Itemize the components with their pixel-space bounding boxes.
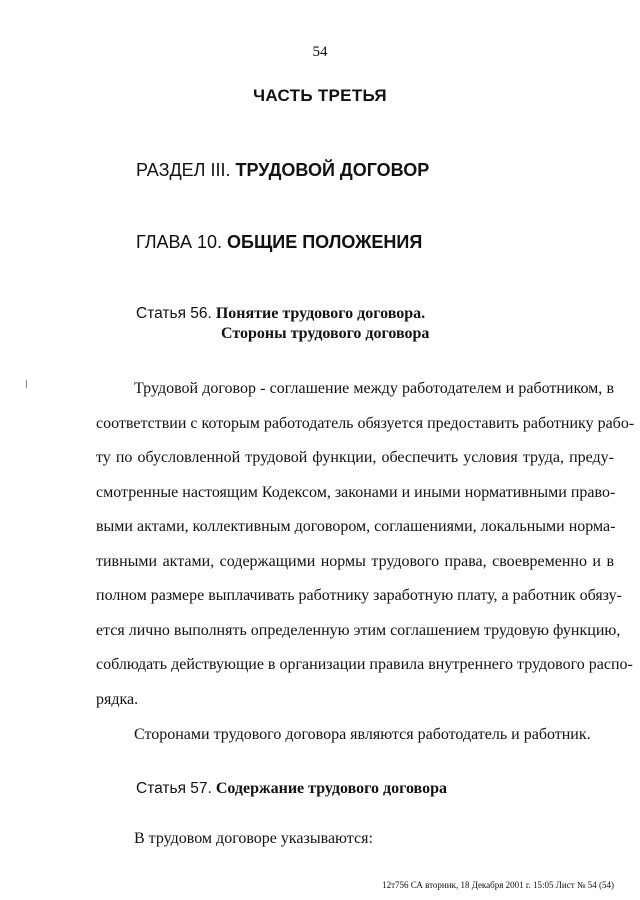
paragraph-line: рядка. [96, 690, 139, 708]
document-footer: 12т756 СА вторник, 18 Декабря 2001 г. 15:05 Лист № 54 (54) [382, 880, 614, 890]
article-57-title: Содержание трудового договора [215, 780, 447, 797]
page-number: 54 [312, 44, 328, 60]
paragraph-3: В трудовом договоре указываются: [134, 830, 373, 847]
paragraph-line: тивными актами, содержащими нормы трудового права, своевременно и в [96, 552, 614, 570]
chapter-title: ОБЩИЕ ПОЛОЖЕНИЯ [227, 232, 423, 252]
section-prefix: РАЗДЕЛ III. [136, 160, 231, 180]
section-title: ТРУДОВОЙ ДОГОВОР [235, 160, 430, 180]
paragraph-line: выми актами, коллективным договором, соглашениями, локальными норма- [96, 518, 616, 535]
paragraph-line: ту по обусловленной трудовой функции, обеспечить условия труда, преду- [96, 449, 614, 466]
paragraph-line: полном размере выплачивать работнику заработную плату, а работник обязу- [96, 587, 622, 604]
article-56-title-line2: Стороны трудового договора [221, 325, 430, 342]
paragraph-line: смотренные настоящим Кодексом, законами и иными нормативными право- [96, 483, 616, 501]
chapter-heading [136, 232, 422, 253]
paragraph-line: соблюдать действующие в организации правила внутреннего трудового распо- [96, 656, 633, 673]
part-title: ЧАСТЬ ТРЕТЬЯ [253, 86, 387, 105]
article-57-prefix: Статья 57. [136, 780, 212, 797]
paragraph-line: ется лично выполнять определенную этим соглашением трудовую функцию, [96, 621, 621, 639]
chapter-prefix: ГЛАВА 10. [136, 232, 222, 252]
article-56-heading [136, 304, 429, 344]
paragraph-line: соответствии с которым работодатель обязуется предоставить работнику рабо- [96, 414, 635, 432]
paragraph-1 [96, 372, 635, 717]
article-56-prefix: Статья 56. [136, 305, 212, 322]
article-57-heading [136, 780, 447, 798]
paragraph-line: Трудовой договор - соглашение между работодателем и работником, в [134, 380, 614, 397]
article-56-title-line1: Понятие трудового договора. [215, 305, 426, 322]
section-heading [136, 160, 429, 181]
scan-margin-mark [26, 380, 27, 388]
paragraph-2: Сторонами трудового договора являются работодатель и работник. [134, 726, 591, 743]
